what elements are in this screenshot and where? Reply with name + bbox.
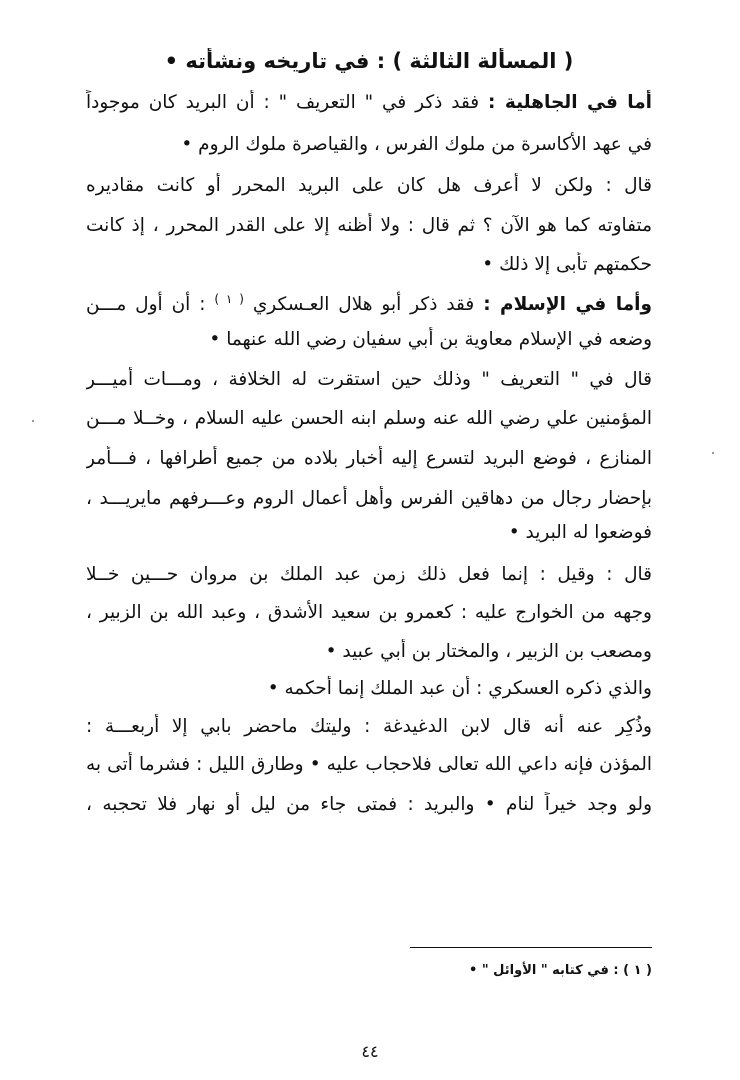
paragraph-5-line-2: وجهه من الخوارج عليه : كعمرو بن سعيد الأشدق ، وعبد الله بن الزبير ، [86, 602, 652, 623]
scan-mark [32, 420, 34, 422]
footnote-marker: ( ١ ) [214, 292, 244, 306]
paragraph-4-line-5: فوضعوا له البريد • [508, 522, 652, 543]
paragraph-7-line-3: ولو وجد خيراً لنام • والبريد : فمتى جاء من ليل أو نهار فلا تحجبه ، [86, 794, 652, 815]
paragraph-1-line-1 [86, 90, 652, 116]
paragraph-6-line-1: والذي ذكره العسكري : أن عبد الملك إنما أحكمه • [267, 678, 652, 699]
footnote-separator [410, 947, 652, 948]
page-heading: ( المسألة الثالثة ) : في تاريخه ونشأته • [164, 49, 574, 73]
paragraph-2-line-1: قال : ولكن لا أعرف هل كان على البريد المحرر أو كانت مقاديره [86, 175, 652, 196]
paragraph-4-line-4: بإحضار رجال من دهاقين الفرس وأهل أعمال الروم وعـــرفهم مايريـــد ، [86, 488, 652, 509]
paragraph-4-line-1: قال في " التعريف " وذلك حين استقرت له الخلافة ، ومـــات أميـــر [86, 369, 652, 390]
paragraph-7-line-2: المؤذن فإنه داعي الله تعالى فلاحجاب عليه • وطارق الليل : فشرما أتى به [86, 754, 652, 775]
footnote: ( ١ ) : في كتابه " الأوائل " • [469, 963, 652, 978]
jahiliyya-label: أما في الجاهلية : [488, 92, 652, 113]
page-number: ٤٤ [361, 1042, 379, 1061]
paragraph-3-line-1-end: : أن أول مـــن [86, 294, 215, 316]
paragraph-5-line-3: ومصعب بن الزبير ، والمختار بن أبي عبيد • [325, 641, 652, 662]
paragraph-1-line-1-text: فقد ذكر في " التعريف " : أن البريد كان موجوداً [86, 92, 489, 113]
paragraph-2-line-3: حكمتهم تأبى إلا ذلك • [482, 254, 652, 275]
paragraph-3-line-1-text: فقد ذكر أبو هلال العـسكري [243, 294, 484, 316]
scan-mark [712, 452, 714, 454]
islam-label: وأما في الإسلام : [483, 294, 652, 316]
paragraph-1-line-2: في عهد الأكاسرة من ملوك الفرس ، والقياصرة ملوك الروم • [181, 134, 652, 155]
paragraph-5-line-1: قال : وقيل : إنما فعل ذلك زمن عبد الملك بن مروان حـــين خــلا [86, 564, 652, 585]
paragraph-2-line-2: متفاوته كما هو الآن ؟ ثم قال : ولا أظنه إلا على القدر المحرر ، إذ كانت [86, 215, 652, 236]
paragraph-4-line-3: المنازع ، فوضع البريد لتسرع إليه أخبار بلاده من جميع أطرافها ، فـــأمر [86, 448, 652, 469]
paragraph-7-line-1: وذُكِر عنه أنه قال لابن الدغيدغة : وليتك ماحضر بابي إلا أربعـــة : [86, 716, 652, 737]
paragraph-3-line-1 [86, 286, 652, 318]
paragraph-4-line-2: المؤمنين علي رضي الله عنه وسلم ابنه الحسن عليه السلام ، وخــلا مـــن [86, 408, 652, 429]
paragraph-3-line-2: وضعه في الإسلام معاوية بن أبي سفيان رضي الله عنهما • [209, 329, 652, 350]
